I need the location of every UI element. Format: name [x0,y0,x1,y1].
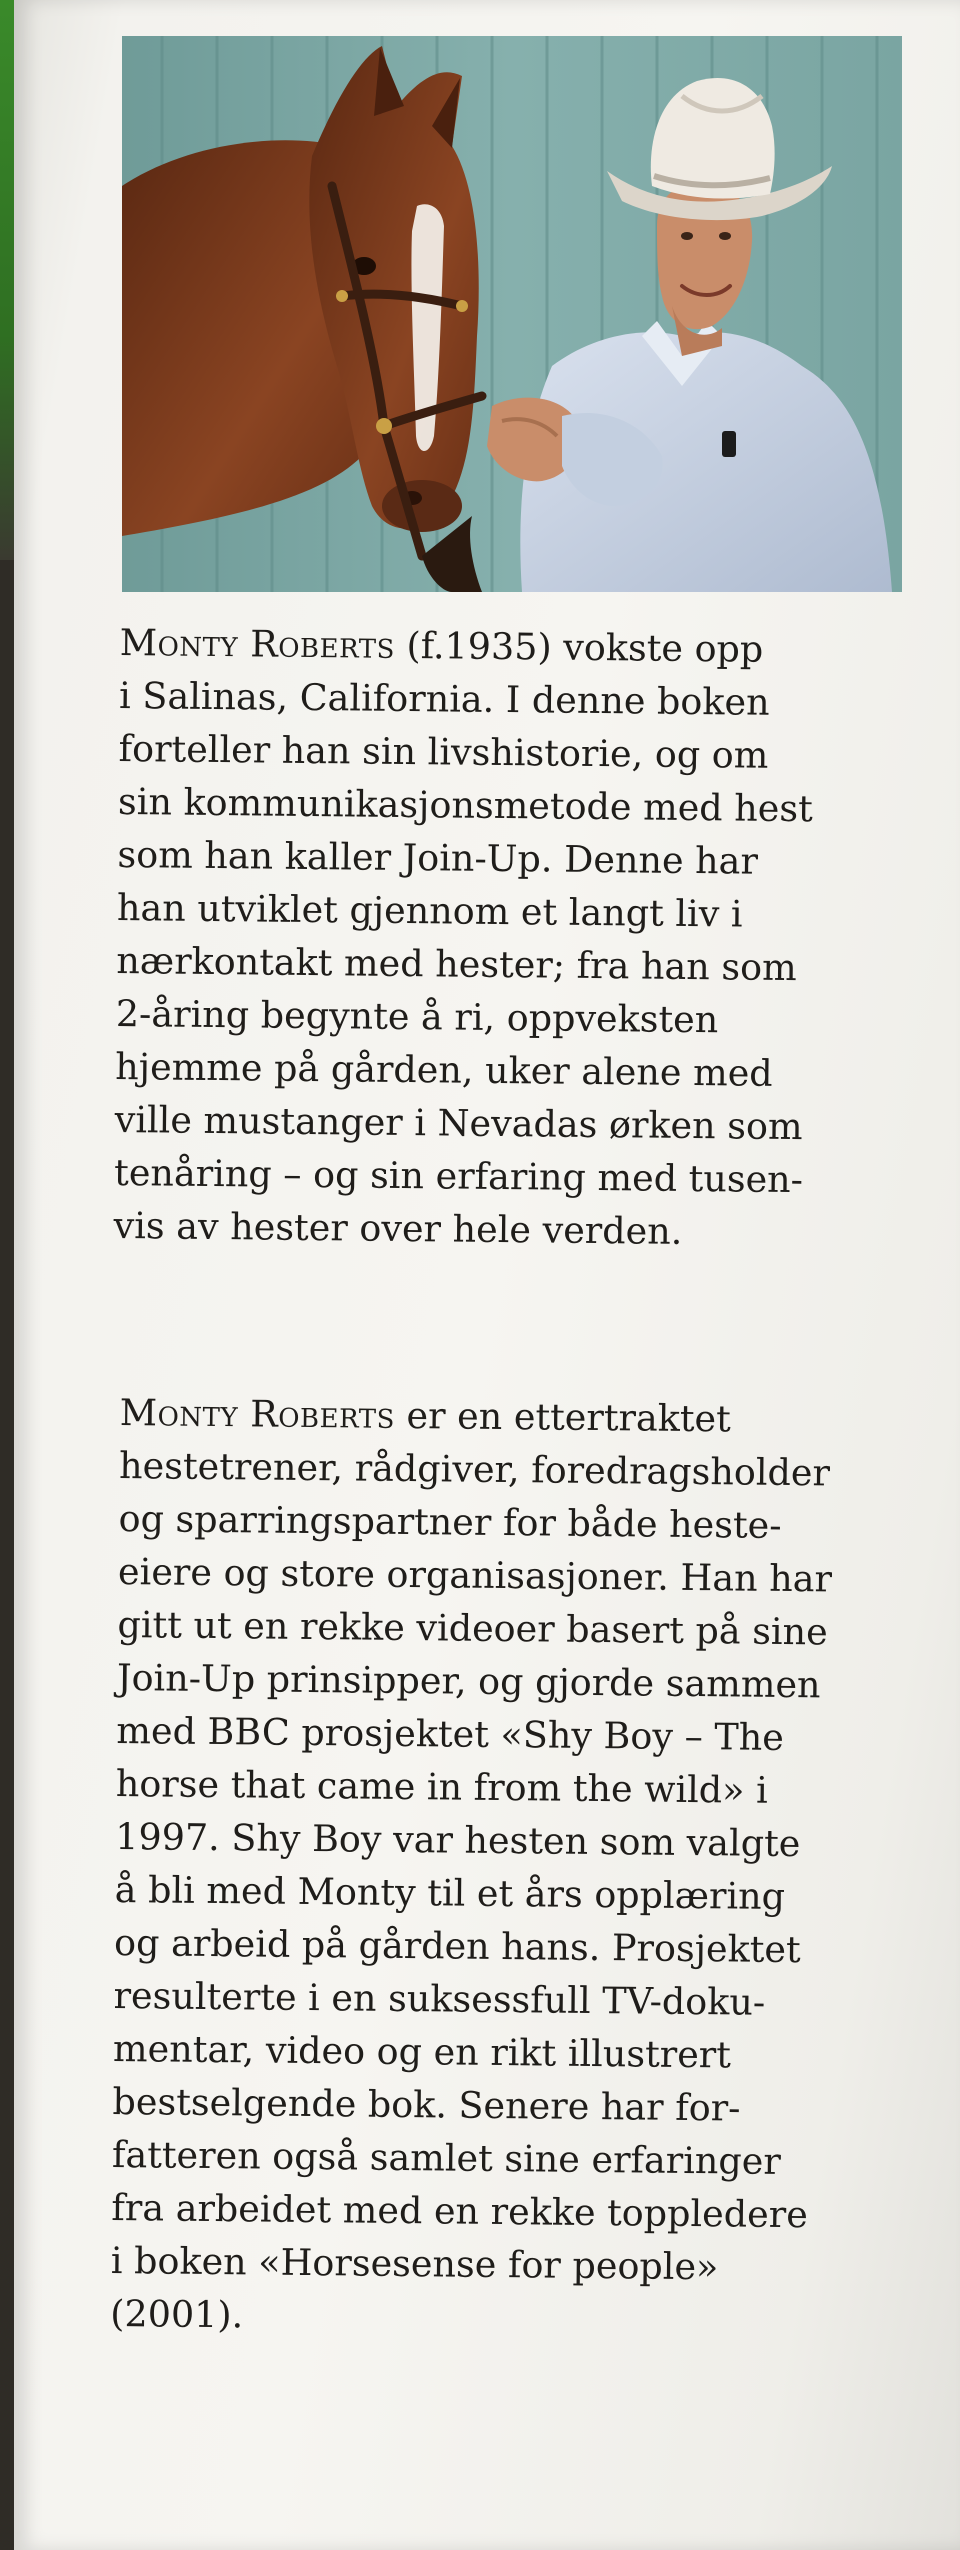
bio-line: og sparringspartner for både heste- [118,1496,782,1547]
author-photo [122,36,902,592]
bio-line: resulterte i en suksessfull TV-doku- [113,1973,766,2024]
bio-line: ville mustanger i Nevadas ørken som [114,1097,803,1149]
bio-line: fra arbeidet med en rekke toppledere [111,2185,809,2237]
author-name: Monty Roberts [119,1390,396,1437]
bio-line: å bli med Monty til et års opplæring [114,1867,786,1918]
author-name: Monty Roberts [119,620,396,667]
bio-line: vis av hester over hele verden. [113,1203,683,1253]
bio-line: gitt ut en rekke videoer basert på sine [117,1602,828,1654]
horse-and-man-illustration [122,36,902,592]
bio-line: fatteren også samlet sine erfaringer [111,2132,782,2183]
bio-line: forteller han sin livshistorie, og om [118,726,769,777]
bio-line: horse that came in from the wild» i [115,1761,768,1812]
bio-line: mentar, video og en rikt illustrert [112,2026,732,2077]
bio-line: i Salinas, California. I denne boken [118,673,770,724]
bio-line: hestetrener, rådgiver, foredragsholder [118,1443,831,1495]
author-bio-paragraph-2 [110,1386,910,2348]
bio-line: Join-Up prinsipper, og gjorde sammen [116,1655,821,1707]
bio-line: han utviklet gjennom et langt liv i [116,885,743,936]
bio-line: med BBC prosjektet «Shy Boy – The [116,1708,785,1759]
bio-line: eiere og store organisasjoner. Han har [117,1549,833,1601]
bio-line: tenåring – og sin erfaring med tusen- [113,1150,804,1202]
author-bio-paragraph-1 [113,616,910,1260]
bio-line: (2001). [110,2291,244,2337]
bio-line: i boken «Horsesense for people» [110,2238,719,2289]
bio-line: sin kommunikasjonsmetode med hest [117,779,814,831]
bio-line: og arbeid på gården hans. Prosjektet [113,1920,801,1972]
bio-line: 2-åring begynte å ri, oppveksten [115,991,719,1042]
bio-line: nærkontakt med hester; fra han som [116,938,797,990]
bio-line: hjemme på gården, uker alene med [115,1044,773,1095]
bio-line: 1997. Shy Boy var hesten som valgte [115,1814,801,1866]
bio-line: Monty Roberts (f.1935) vokste opp [119,620,764,671]
bio-line: bestselgende bok. Senere har for- [112,2079,741,2130]
bio-line: som han kaller Join-Up. Denne har [117,832,759,883]
bio-line: Monty Roberts er en ettertraktet [119,1390,732,1441]
